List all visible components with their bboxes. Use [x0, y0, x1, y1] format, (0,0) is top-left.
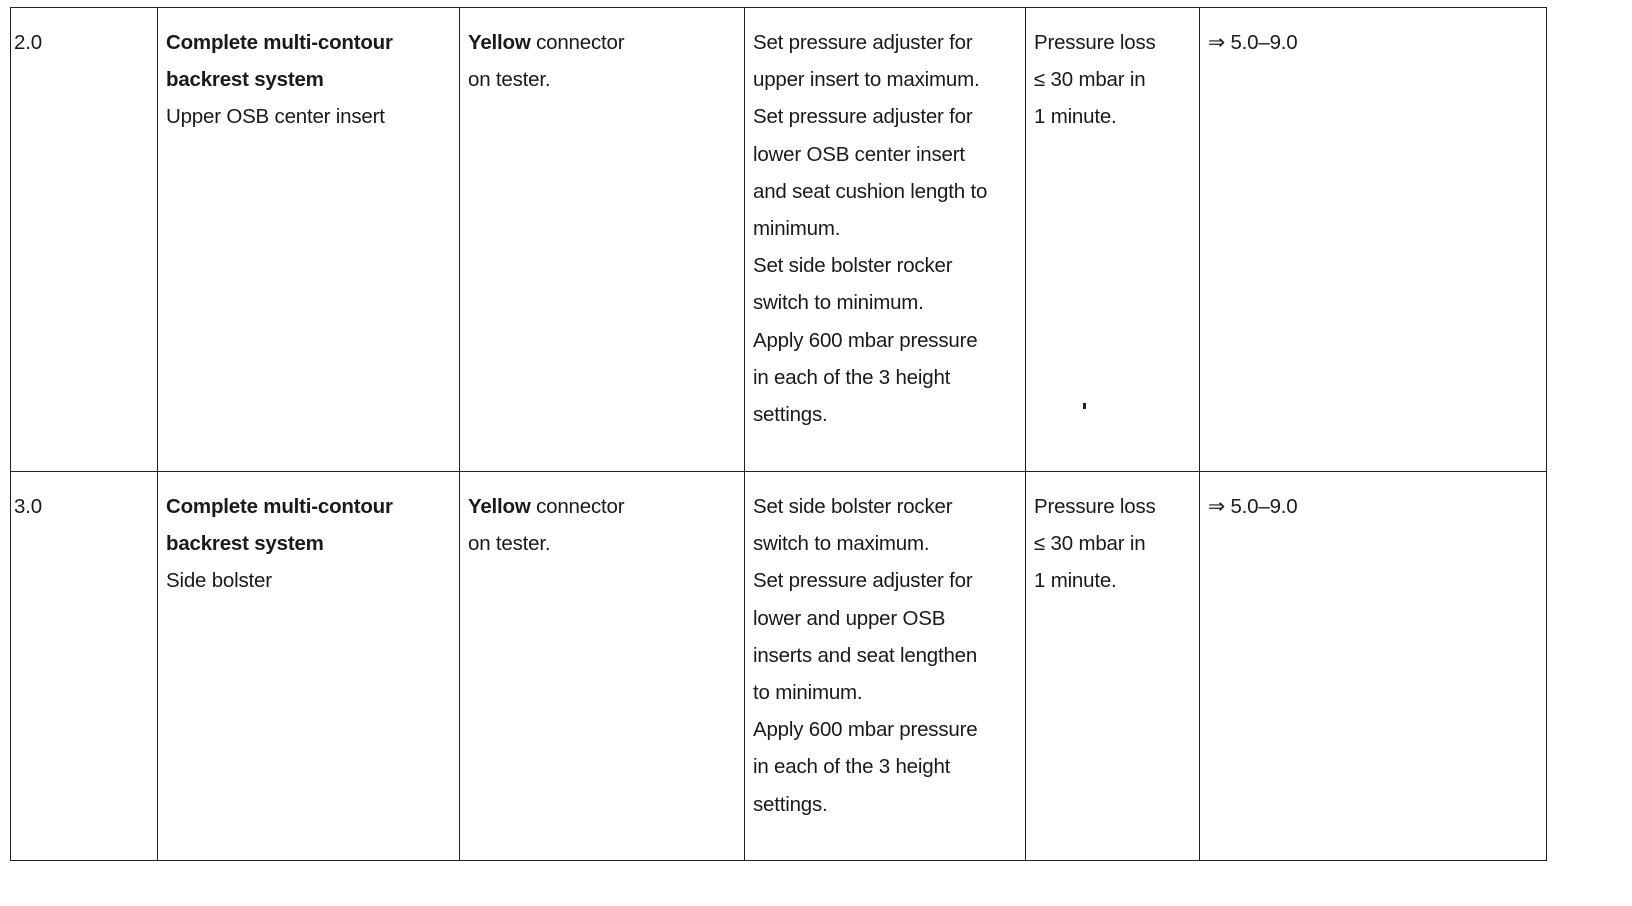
procedure-line: Set side bolster rocker: [753, 254, 953, 278]
component-title: backrest system: [166, 68, 324, 92]
connector-cell: [460, 472, 745, 861]
component-subtitle: Side bolster: [166, 569, 272, 593]
procedure-line: Apply 600 mbar pressure: [753, 328, 978, 352]
procedure-line: inserts and seat lengthen: [753, 643, 978, 667]
spec-cell: [1026, 8, 1200, 472]
connector-line: [468, 24, 736, 61]
procedure-line: Set pressure adjuster for: [753, 569, 973, 593]
reference-link: ⇒ 5.0–9.0: [1208, 31, 1298, 54]
procedure-line: Set pressure adjuster for: [753, 31, 973, 54]
procedure-line: lower OSB center insert: [753, 142, 965, 166]
connector-color: Yellow: [468, 31, 531, 54]
procedure-line: settings.: [753, 792, 828, 816]
reference-link: ⇒ 5.0–9.0: [1208, 495, 1298, 518]
connector-color: Yellow: [468, 495, 531, 518]
spec-line: Pressure loss: [1034, 495, 1156, 518]
reference-cell: [1200, 472, 1547, 861]
test-number-cell: [11, 472, 158, 861]
procedure-line: switch to minimum.: [753, 291, 924, 315]
procedure-line: switch to maximum.: [753, 532, 930, 556]
connector-cell: [460, 8, 745, 472]
procedure-line: Set side bolster rocker: [753, 495, 953, 518]
procedure-line: Apply 600 mbar pressure: [753, 718, 978, 742]
procedure-cell: [745, 8, 1026, 472]
connector-text: connector: [530, 31, 625, 54]
procedure-line: minimum.: [753, 217, 841, 241]
spec-line: ≤ 30 mbar in: [1034, 532, 1146, 556]
connector-line: [468, 488, 736, 525]
component-title: Complete multi-contour: [166, 31, 393, 54]
procedure-line: to minimum.: [753, 681, 863, 705]
spec-cell: [1026, 472, 1200, 861]
component-cell: [158, 472, 460, 861]
component-cell: [158, 8, 460, 472]
test-procedure-table: [10, 7, 1547, 861]
procedure-line: in each of the 3 height: [753, 755, 951, 779]
test-number: 3.0: [14, 495, 42, 518]
component-title: backrest system: [166, 532, 324, 556]
spec-line: ≤ 30 mbar in: [1034, 68, 1146, 92]
procedure-line: settings.: [753, 403, 828, 427]
table-row: [11, 8, 1547, 472]
component-title: Complete multi-contour: [166, 495, 393, 518]
connector-text: on tester.: [468, 68, 551, 92]
procedure-cell: [745, 472, 1026, 861]
spec-line: Pressure loss: [1034, 31, 1156, 54]
procedure-line: lower and upper OSB: [753, 606, 946, 630]
test-number-cell: [11, 8, 158, 472]
procedure-line: and seat cushion length to: [753, 179, 988, 203]
spec-line: 1 minute.: [1034, 105, 1117, 129]
table-row: [11, 472, 1547, 861]
scan-artifact-mark: [1083, 403, 1086, 409]
reference-cell: [1200, 8, 1547, 472]
component-subtitle: Upper OSB center insert: [166, 105, 385, 129]
spec-line: 1 minute.: [1034, 569, 1117, 593]
connector-text: connector: [530, 495, 625, 518]
procedure-line: in each of the 3 height: [753, 365, 951, 389]
connector-text: on tester.: [468, 532, 551, 556]
test-number: 2.0: [14, 31, 42, 54]
procedure-line: Set pressure adjuster for: [753, 105, 973, 129]
procedure-line: upper insert to maximum.: [753, 68, 980, 92]
